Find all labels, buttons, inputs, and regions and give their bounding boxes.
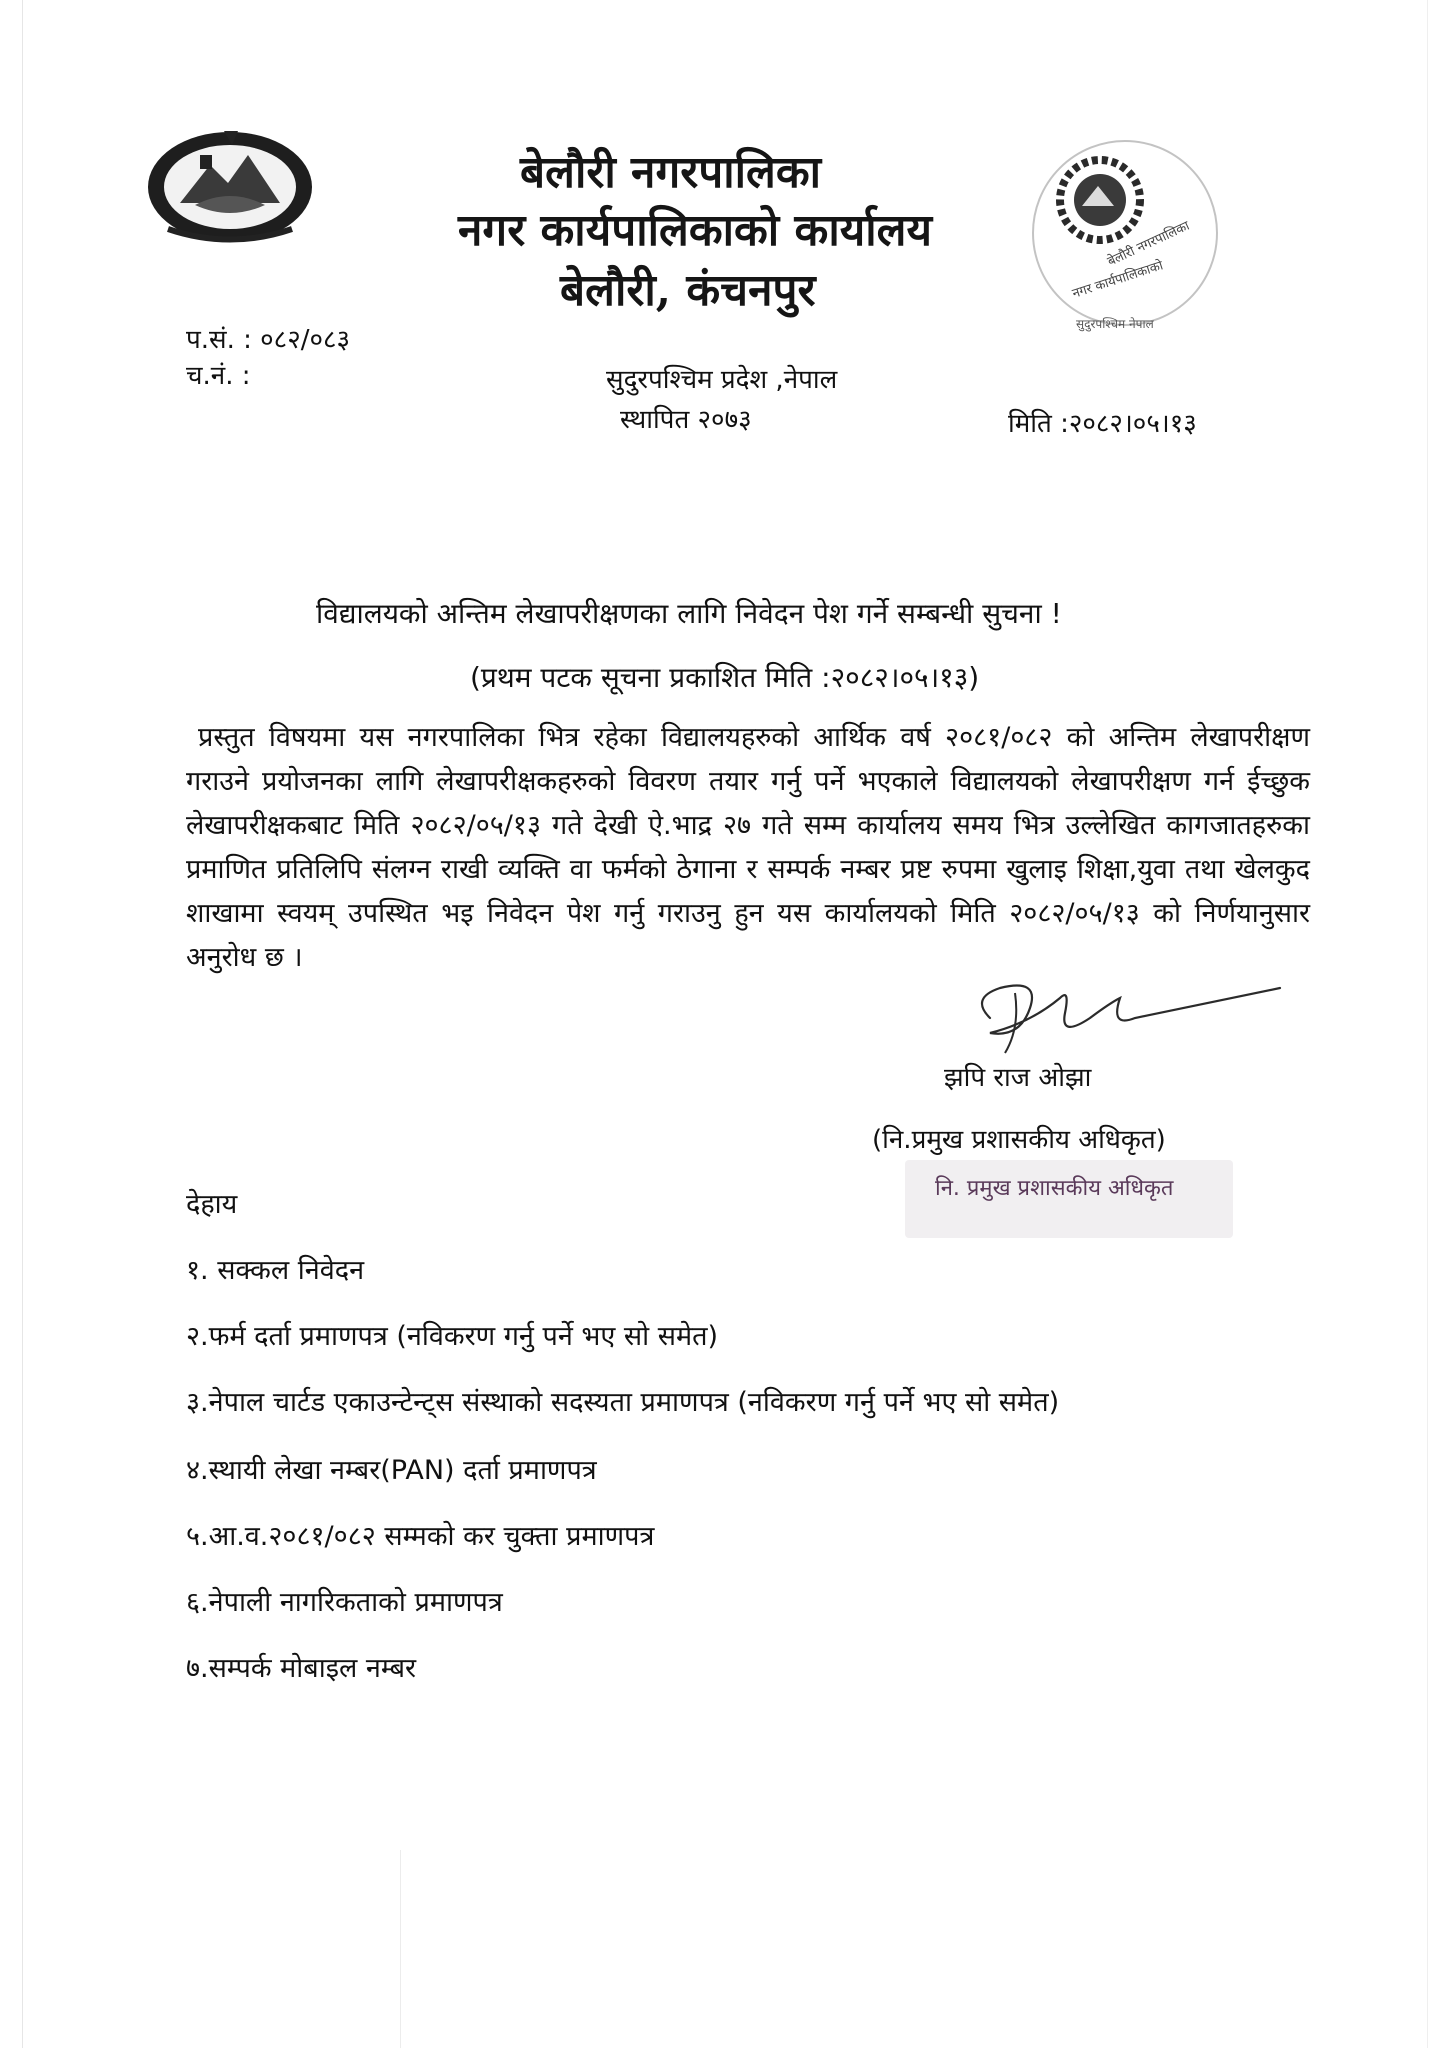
annex-item: ७.सम्पर्क मोबाइल नम्बर [186,1653,417,1684]
page-fold-line [400,1850,401,2048]
handwritten-signature [960,958,1290,1068]
letter-date: मिति :२०८२।०५।१३ [1008,409,1197,439]
letterhead-municipality: बेलौरी नगरपालिका [520,147,822,198]
annex-item: १. सक्कल निवेदन [186,1255,365,1286]
nepal-emblem-logo [140,125,320,250]
annex-item: ६.नेपाली नागरिकताको प्रमाणपत्र [186,1587,503,1618]
letterhead-location: बेलौरी, कंचनपुर [560,265,816,316]
annex-item: ३.नेपाल चार्टड एकाउन्टेन्ट्स संस्थाको सदस्यता प्रमाणपत्र (नविकरण गर्नु पर्ने भए सो समेत) [186,1387,1060,1418]
svg-text:सुदुरपश्चिम नेपाल: सुदुरपश्चिम नेपाल [1076,317,1154,331]
reference-number: प.सं. : ०८२/०८३ [186,325,351,355]
province-line: सुदुरपश्चिम प्रदेश ,नेपाल [606,365,838,395]
dispatch-number: च.नं. : [186,361,251,391]
designation-stamp-text: नि. प्रमुख प्रशासकीय अधिकृत [935,1176,1174,1201]
letterhead-office: नगर कार्यपालिकाको कार्यालय [458,205,932,256]
annex-heading: देहाय [186,1189,238,1220]
notice-subject: विद्यालयको अन्तिम लेखापरीक्षणका लागि निवेदन पेश गर्ने सम्बन्धी सुचना ! [316,597,1062,630]
signatory-designation: (नि.प्रमुख प्रशासकीय अधिकृत) [872,1125,1166,1155]
office-round-seal [1010,138,1240,338]
annex-item: ५.आ.व.२०८१/०८२ सम्मको कर चुक्ता प्रमाणपत्र [186,1521,655,1552]
established-line: स्थापित २०७३ [620,405,752,435]
svg-text:नगर कार्यपालिकाको: नगर कार्यपालिकाको [1070,258,1166,302]
annex-item: २.फर्म दर्ता प्रमाणपत्र (नविकरण गर्नु पर्ने भए सो समेत) [186,1321,719,1352]
svg-text:बेलौरी नगरपालिका: बेलौरी नगरपालिका [1105,218,1192,270]
notice-body: प्रस्तुत विषयमा यस नगरपालिका भित्र रहेका विद्यालयहरुको आर्थिक वर्ष २०८१/०८२ को अन्तिम लेखापरीक्षण गराउने प्रयोजनका लागि लेखापरीक्षकहरुको विवरण तयार गर्नु पर्ने भएकाले विद्यालयको लेखापरीक्षण गर्न ईच्छुक लेखापरीक्षकबाट मिति २०८२/०५/१३ गते देखी ऐ.भाद्र २७ गते सम्म कार्यालय समय भित्र उल्लेखित कागजातहरुका प्रमाणित प्रतिलिपि संलग्न राखी व्यक्ति वा फर्मको ठेगाना र सम्पर्क नम्बर प्रष्ट रुपमा खुलाइ शिक्षा,युवा तथा खेलकुद शाखामा स्वयम् उपस्थित भइ निवेदन पेश गर्नु गराउनु हुन यस कार्यालयको मिति २०८२/०५/१३ को निर्णयानुसार अनुरोध छ । [186,722,1310,973]
publication-note: (प्रथम पटक सूचना प्रकाशित मिति :२०८२।०५।१३) [470,661,980,694]
signatory-name: झपि राज ओझा [944,1063,1092,1093]
annex-item: ४.स्थायी लेखा नम्बर(PAN) दर्ता प्रमाणपत्र [186,1455,597,1486]
